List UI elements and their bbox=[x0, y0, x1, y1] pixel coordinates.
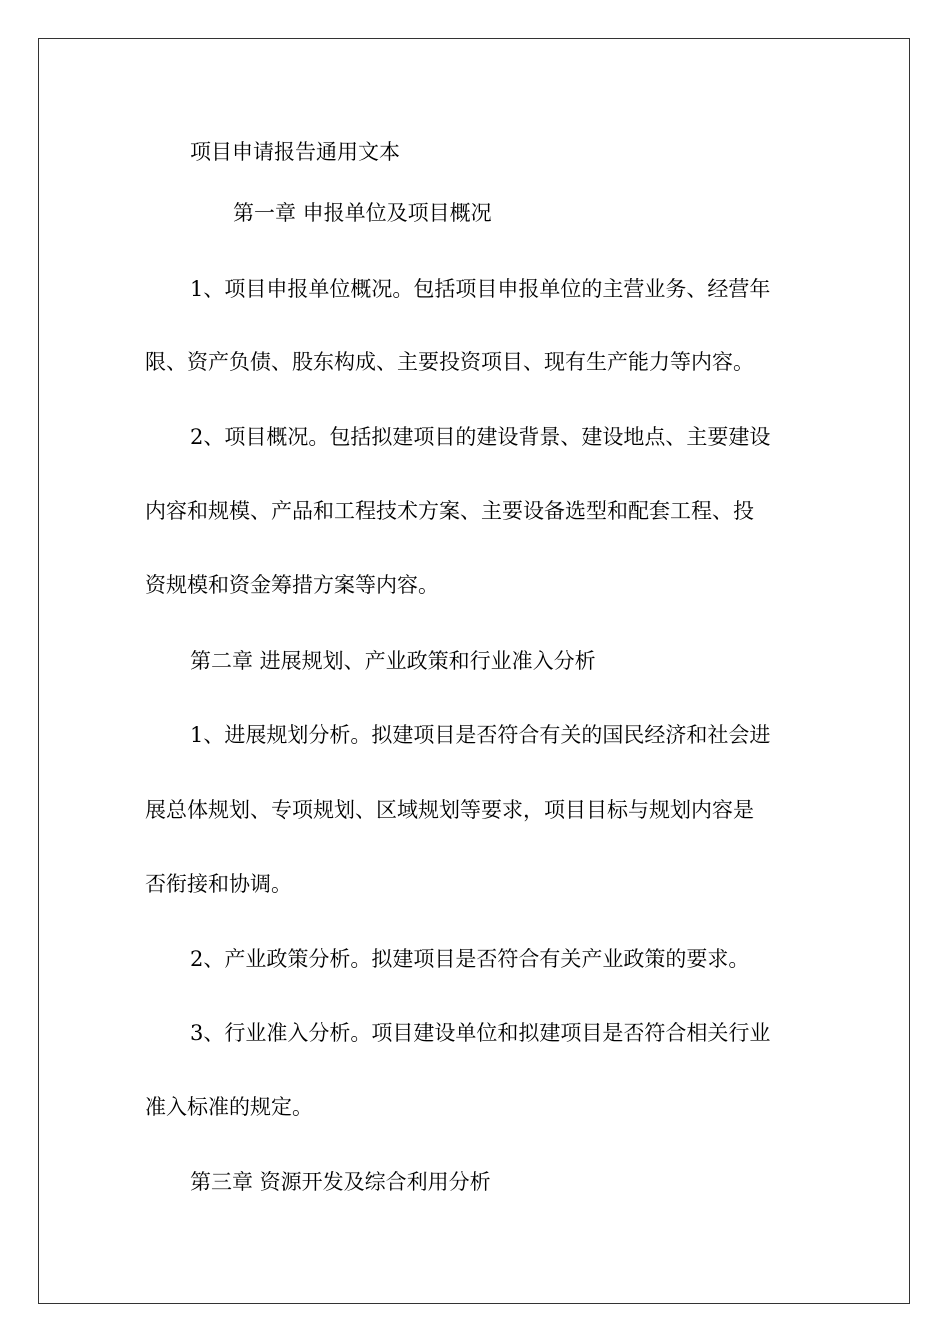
paragraph-3-line-2: 展总体规划、专项规划、区域规划等要求，项目目标与规划内容是 bbox=[145, 798, 754, 822]
paragraph-5-line-2: 准入标准的规定。 bbox=[145, 1095, 313, 1119]
paragraph-2-line-3: 资规模和资金筹措方案等内容。 bbox=[145, 573, 439, 597]
paragraph-3-line-1: 1、进展规划分析。拟建项目是否符合有关的国民经济和社会进 bbox=[190, 723, 771, 747]
chapter-2-heading: 第二章 进展规划、产业政策和行业准入分析 bbox=[190, 649, 596, 673]
paragraph-3-line-3: 否衔接和协调。 bbox=[145, 872, 292, 896]
paragraph-1-line-1: 1、项目申报单位概况。包括项目申报单位的主营业务、经营年 bbox=[190, 277, 771, 301]
paragraph-5-line-1: 3、行业准入分析。项目建设单位和拟建项目是否符合相关行业 bbox=[190, 1021, 771, 1045]
document-title: 项目申请报告通用文本 bbox=[190, 140, 400, 164]
paragraph-1-line-2: 限、资产负债、股东构成、主要投资项目、现有生产能力等内容。 bbox=[145, 350, 754, 374]
paragraph-2-line-1: 2、项目概况。包括拟建项目的建设背景、建设地点、主要建设 bbox=[190, 425, 771, 449]
chapter-3-heading: 第三章 资源开发及综合利用分析 bbox=[190, 1170, 491, 1194]
chapter-1-heading: 第一章 申报单位及项目概况 bbox=[233, 201, 492, 225]
paragraph-2-line-2: 内容和规模、产品和工程技术方案、主要设备选型和配套工程、投 bbox=[145, 499, 754, 523]
paragraph-4-line-1: 2、产业政策分析。拟建项目是否符合有关产业政策的要求。 bbox=[190, 947, 750, 971]
